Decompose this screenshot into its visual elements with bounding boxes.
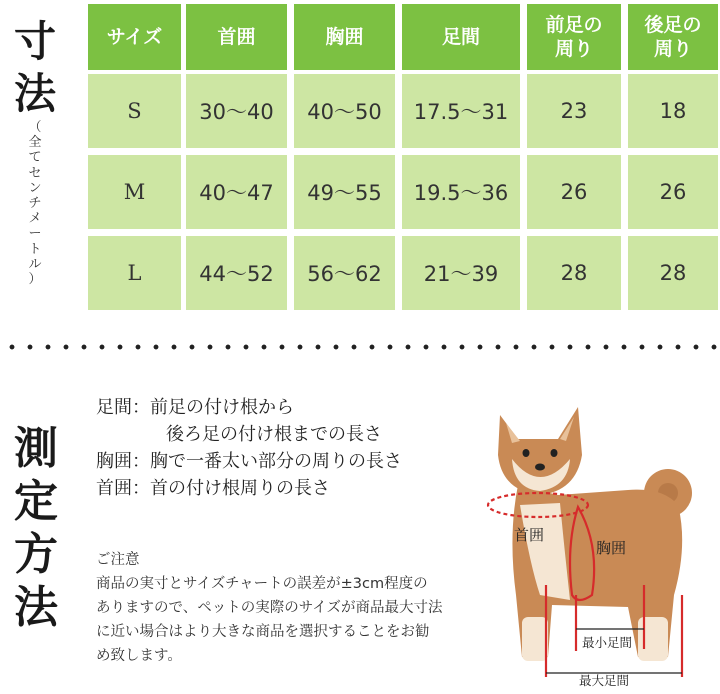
dotted-divider bbox=[0, 343, 720, 351]
table-cell: 18 bbox=[628, 74, 718, 148]
table-cell: 40〜50 bbox=[294, 74, 395, 148]
table-header-leg-span: 足間 bbox=[402, 4, 520, 70]
title-size-char: 寸 bbox=[13, 17, 56, 66]
table-header-neck: 首囲 bbox=[186, 4, 287, 70]
table-cell-size: L bbox=[88, 236, 181, 310]
table-cell: 49〜55 bbox=[294, 155, 395, 229]
table-cell: 19.5〜36 bbox=[402, 155, 520, 229]
title-measure-char: 定 bbox=[14, 476, 58, 527]
title-size-char: 法 bbox=[13, 69, 56, 118]
neck-label: 首囲 bbox=[514, 526, 545, 544]
table-cell: 23 bbox=[527, 74, 621, 148]
table-cell: 28 bbox=[628, 236, 718, 310]
table-header-chest: 胸囲 bbox=[294, 4, 395, 70]
caution-line: ありますので、ペットの実際のサイズが商品最大寸法 bbox=[96, 600, 443, 616]
table-header-hind-leg: 後足の 周り bbox=[628, 4, 718, 70]
units-note-char: チ bbox=[28, 196, 42, 212]
caution-line: め致します。 bbox=[96, 648, 182, 664]
table-header-size: サイズ bbox=[88, 4, 181, 70]
dog-illustration bbox=[478, 395, 720, 690]
table-cell: 26 bbox=[527, 155, 621, 229]
units-note-char: ン bbox=[28, 180, 42, 196]
title-measure-char: 方 bbox=[14, 529, 58, 580]
units-note-char: メ bbox=[28, 211, 42, 227]
table-header-front-leg: 前足の 周り bbox=[527, 4, 621, 70]
units-note-char: ル bbox=[28, 256, 42, 272]
title-size bbox=[8, 16, 62, 120]
table-cell: 56〜62 bbox=[294, 236, 395, 310]
title-measure bbox=[6, 422, 66, 634]
chest-label: 胸囲 bbox=[596, 539, 627, 557]
caution-line: 商品の実寸とサイズチャートの誤差が±3cm程度の bbox=[96, 576, 428, 592]
units-note-char: て bbox=[28, 150, 42, 166]
measurement-definitions bbox=[96, 394, 402, 502]
table-cell: 17.5〜31 bbox=[402, 74, 520, 148]
units-note-char: セ bbox=[28, 165, 42, 181]
definition-neck: 首囲：首の付け根周りの長さ bbox=[96, 478, 330, 499]
max-leg-label: 最大足間 bbox=[579, 673, 630, 688]
definition-chest: 胸囲：胸で一番太い部分の周りの長さ bbox=[96, 451, 402, 472]
units-note bbox=[22, 120, 48, 287]
table-cell-size: S bbox=[88, 74, 181, 148]
table-cell-size: M bbox=[88, 155, 181, 229]
table-cell: 26 bbox=[628, 155, 718, 229]
table-cell: 30〜40 bbox=[186, 74, 287, 148]
units-note-char: 全 bbox=[28, 135, 42, 151]
min-leg-label: 最小足間 bbox=[582, 635, 633, 650]
units-note-char: ） bbox=[28, 272, 42, 288]
units-note-char: ー bbox=[28, 226, 42, 242]
caution-line: に近い場合はより大きな商品を選択することをお勧 bbox=[96, 624, 430, 640]
table-cell: 28 bbox=[527, 236, 621, 310]
caution-note bbox=[96, 548, 476, 668]
title-measure-char: 測 bbox=[14, 423, 58, 474]
units-note-char: ト bbox=[28, 241, 42, 257]
definition-leg-span-cont: 後ろ足の付け根までの長さ bbox=[166, 424, 382, 445]
definition-leg-span: 足間：前足の付け根から bbox=[96, 397, 294, 418]
caution-heading: ご注意 bbox=[96, 552, 140, 568]
title-measure-char: 法 bbox=[14, 582, 58, 633]
table-cell: 40〜47 bbox=[186, 155, 287, 229]
units-note-char: （ bbox=[28, 120, 42, 135]
table-cell: 44〜52 bbox=[186, 236, 287, 310]
table-cell: 21〜39 bbox=[402, 236, 520, 310]
